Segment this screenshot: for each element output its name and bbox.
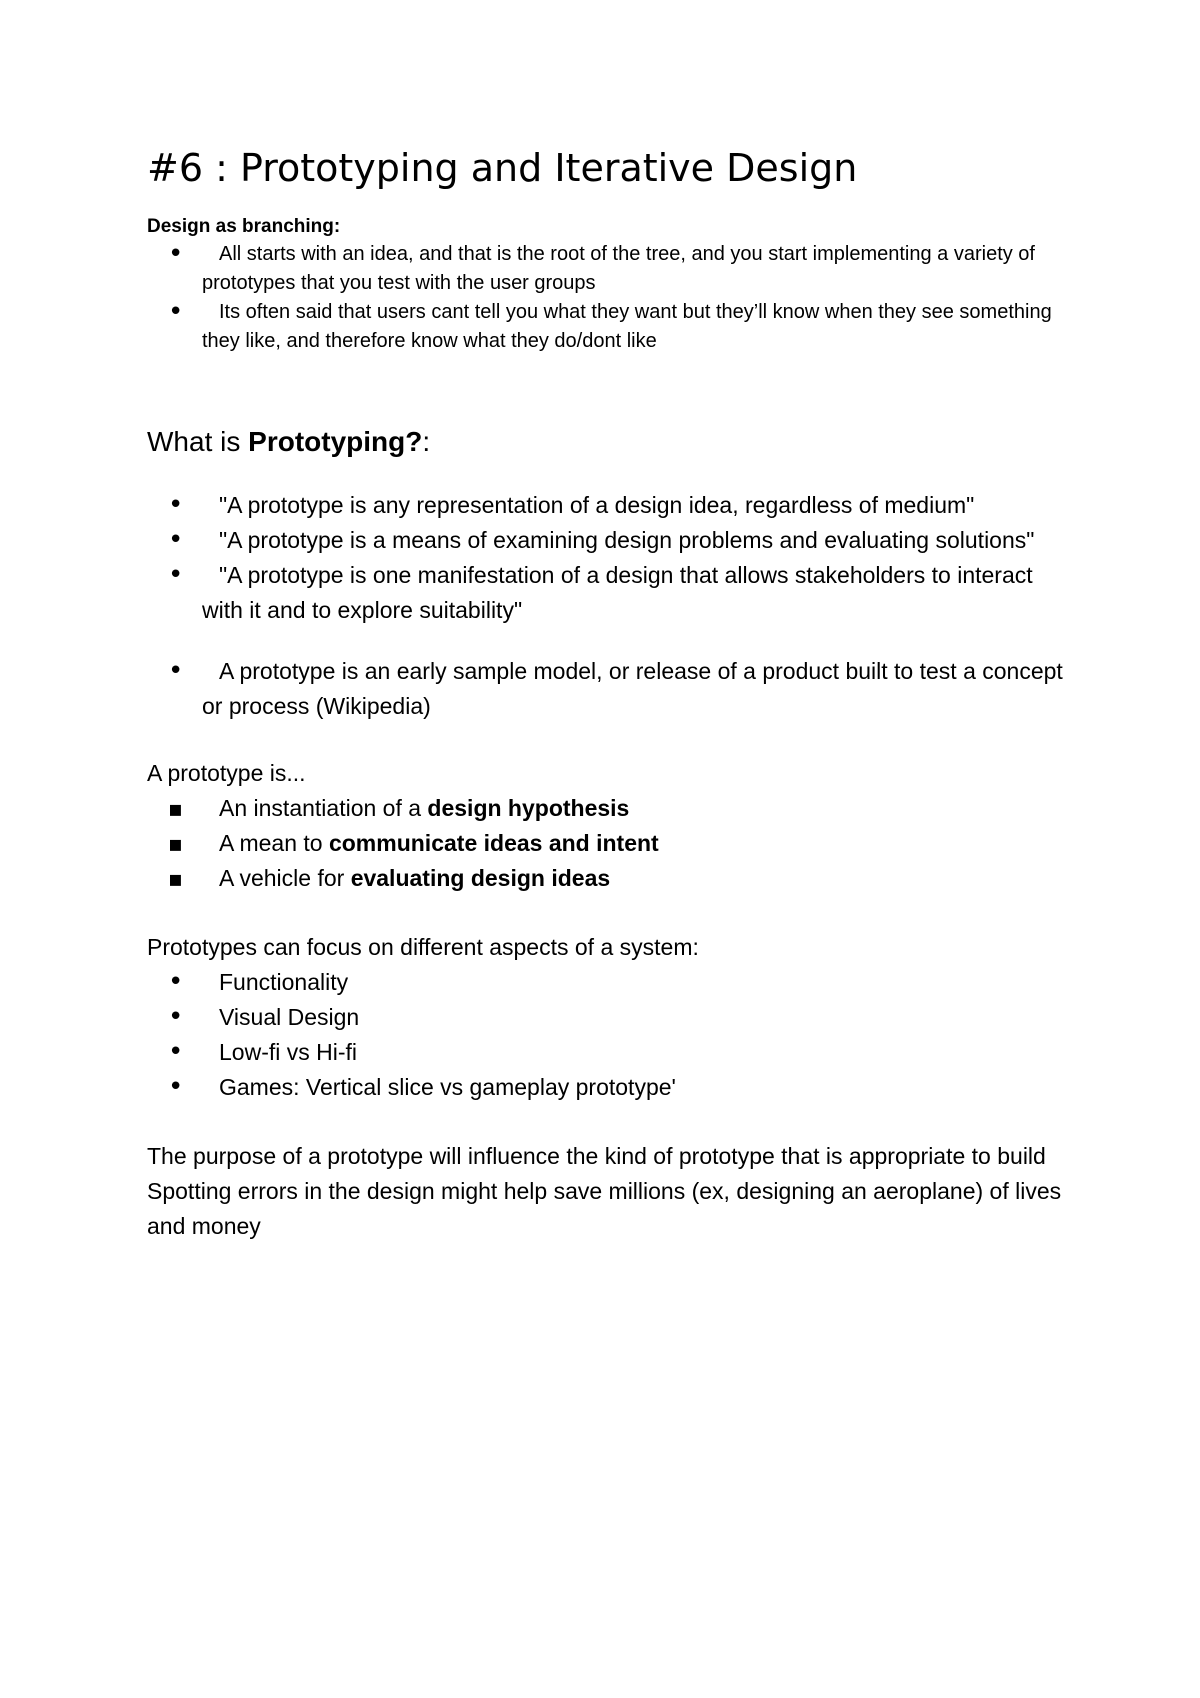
bullet-icon (168, 1035, 183, 1070)
heading-suffix: : (422, 426, 431, 457)
bullet-icon (168, 654, 183, 689)
square-bullet-icon (168, 826, 183, 862)
list-item-text: "A prototype is any representation of a design idea, regardless of medium" (219, 492, 975, 518)
branching-label: Design as branching: (147, 216, 341, 237)
bullet-icon (168, 240, 183, 271)
bullet-icon (168, 1070, 183, 1105)
closing-paragraph: The purpose of a prototype will influence the kind of prototype that is appropriate to build (147, 1143, 1046, 1169)
list-item (147, 826, 1067, 861)
branching-list (147, 240, 1067, 356)
list-item (147, 1035, 1067, 1070)
list-item (147, 523, 1067, 558)
list-item (147, 558, 1067, 628)
bullet-icon (168, 523, 183, 558)
list-item-text: Its often said that users cant tell you what they want but they’ll know when they see something they like, and therefore know what they do/dont like (202, 301, 1052, 352)
list-item-text: Low-fi vs Hi-fi (219, 1039, 358, 1065)
list-item (147, 861, 1067, 896)
heading-bold: Prototyping? (248, 426, 423, 457)
list-item-text: Functionality (219, 969, 349, 995)
bullet-icon (168, 488, 183, 523)
list-item (147, 488, 1067, 523)
list-item (147, 240, 1067, 298)
list-item-text: A mean to communicate ideas and intent (219, 830, 659, 856)
list-item-text: An instantiation of a design hypothesis (219, 795, 630, 821)
square-bullet-icon (168, 861, 183, 897)
wikipedia-list (147, 654, 1067, 724)
section-heading-prototyping (147, 422, 1067, 462)
list-item (147, 965, 1067, 1000)
list-item-text: Games: Vertical slice vs gameplay prototype' (219, 1074, 676, 1100)
bullet-icon (168, 1000, 183, 1035)
list-item-text: Visual Design (219, 1004, 360, 1030)
document-body (147, 140, 1067, 1244)
page-title: #6 : Prototyping and Iterative Design (147, 146, 858, 190)
prototype-is-list (147, 791, 1067, 896)
list-item-text: "A prototype is one manifestation of a design that allows stakeholders to interact with it and to explore suitability" (202, 562, 1033, 623)
prototype-is-intro: A prototype is... (147, 760, 306, 786)
list-item (147, 1070, 1067, 1105)
heading-prefix: What is (147, 426, 249, 457)
definition-list (147, 488, 1067, 628)
bullet-icon (168, 965, 183, 1000)
bullet-icon (168, 298, 183, 329)
aspects-list (147, 965, 1067, 1105)
aspects-intro: Prototypes can focus on different aspects of a system: (147, 934, 699, 960)
list-item-text: All starts with an idea, and that is the root of the tree, and you start implementing a variety of prototypes that you test with the user groups (202, 243, 1035, 294)
list-item-text: A prototype is an early sample model, or release of a product built to test a concept or process (Wikipedia) (202, 658, 1063, 719)
list-item (147, 654, 1067, 724)
closing-paragraph: Spotting errors in the design might help save millions (ex, designing an aeroplane) of lives and money (147, 1178, 1062, 1239)
list-item-text: "A prototype is a means of examining design problems and evaluating solutions" (219, 527, 1035, 553)
list-item-text: A vehicle for evaluating design ideas (219, 865, 611, 891)
list-item (147, 1000, 1067, 1035)
list-item (147, 298, 1067, 356)
list-item (147, 791, 1067, 826)
bullet-icon (168, 558, 183, 593)
square-bullet-icon (168, 791, 183, 827)
